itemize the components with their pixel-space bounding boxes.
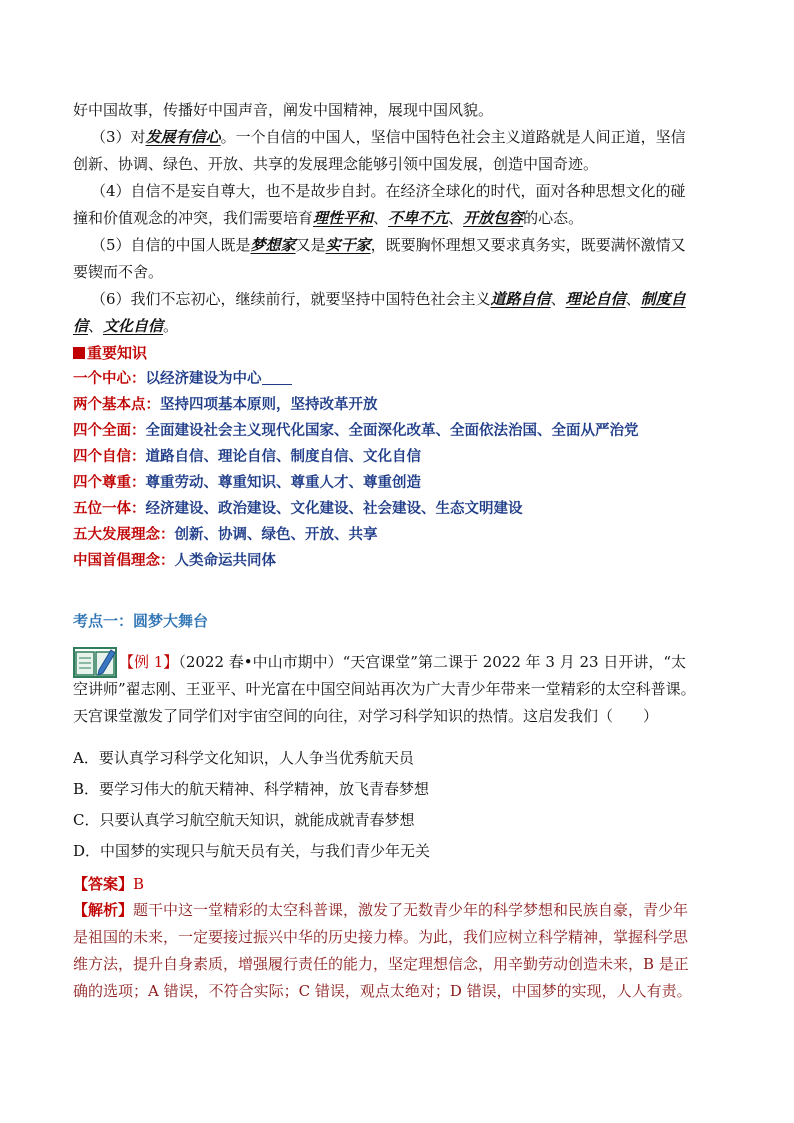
paragraph-5-cont: 要锲而不舍。: [73, 263, 164, 281]
paragraph-4: （4）自信不是妄自尊大，也不是故步自封。在经济全球化的时代，面对各种思想文化的碰: [91, 182, 686, 200]
key-phrase: 文化自信: [103, 317, 164, 335]
key-phrase: 发展有信心: [145, 128, 221, 146]
key-phrase: 信: [73, 317, 89, 335]
example-question-line: 天宫课堂激发了同学们对宇宙空间的向往，对学习科学知识的热情。这启发我们（ ）: [73, 707, 659, 725]
option-c: C．只要认真学习航空航天知识，就能成就青春梦想: [73, 811, 415, 829]
key-phrase: 实干家: [325, 236, 371, 254]
paragraph-line: 好中国故事，传播好中国声音，阐发中国精神，展现中国风貌。: [73, 101, 494, 119]
knowledge-item: 四个自信：道路自信、理论自信、制度自信、文化自信: [73, 448, 421, 465]
analysis-line: 维方法，提升自身素质，增强履行责任的能力，坚定理想信念，用辛勤劳动创造未来，B 是正: [73, 955, 689, 973]
key-phrase: 理性平和: [313, 209, 374, 227]
key-phrase: 开放包容: [463, 209, 524, 227]
key-phrase: 道路自信: [490, 290, 551, 308]
topic-heading: 考点一：圆梦大舞台: [73, 612, 209, 630]
knowledge-heading: 重要知识: [73, 340, 733, 366]
analysis-line: 【解析】题干中这一堂精彩的太空科普课，激发了无数青少年的科学梦想和民族自豪，青少年: [73, 901, 689, 919]
key-phrase: 制度自: [640, 290, 686, 308]
knowledge-item: 一个中心：以经济建设为中心: [73, 366, 733, 392]
analysis-line: 是祖国的未来，一定要接过振兴中华的历史接力棒。为此，我们应树立科学精神，掌握科学思: [73, 928, 689, 946]
knowledge-item: 四个尊重：尊重劳动、尊重知识、尊重人才、尊重创造: [73, 474, 421, 491]
analysis-line: 确的选项；A 错误，不符合实际；C 错误，观点太绝对；D 错误，中国梦的实现，人人有责。: [73, 982, 692, 1000]
example-question-line: 【例 1】（2022 春•中山市期中）“天宫课堂”第二课于 2022 年 3 月 23 日开讲，“太: [119, 653, 687, 671]
option-b: B．要学习伟大的航天精神、科学精神，放飞青春梦想: [73, 780, 430, 798]
paragraph-6: （6）我们不忘初心，继续前行，就要坚持中国特色社会主义道路自信、理论自信、制度自: [91, 290, 686, 308]
option-a: A．要认真学习科学文化知识，人人争当优秀航天员: [73, 749, 414, 767]
paragraph-3: （3）对发展有信心。一个自信的中国人，坚信中国特色社会主义道路就是人间正道，坚信: [91, 128, 686, 146]
key-phrase: 理论自信: [565, 290, 626, 308]
knowledge-item: 五位一体：经济建设、政治建设、文化建设、社会建设、生态文明建设: [73, 500, 523, 517]
option-d: D．中国梦的实现只与航天员有关，与我们青少年无关: [73, 842, 431, 860]
key-phrase: 不卑不亢: [388, 209, 449, 227]
paragraph-4-cont: 撞和价值观念的冲突，我们需要培育理性平和、不卑不亢、开放包容的心态。: [73, 209, 584, 227]
knowledge-item: 两个基本点：坚持四项基本原则，坚持改革开放: [73, 396, 378, 413]
key-phrase: 梦想家: [250, 236, 296, 254]
underline-blank: [262, 370, 292, 385]
knowledge-item: 四个全面：全面建设社会主义现代化国家、全面深化改革、全面依法治国、全面从严治党: [73, 422, 639, 439]
example-question-line: 空讲师”翟志刚、王亚平、叶光富在中国空间站再次为广大青少年带来一堂精彩的太空科普课。: [73, 680, 696, 698]
answer-line: 【答案】B: [73, 875, 145, 893]
paragraph-5: （5）自信的中国人既是梦想家又是实干家，既要胸怀理想又要求真务实，既要满怀激情又: [91, 236, 686, 254]
paragraph-3-cont: 创新、协调、绿色、开放、共享的发展理念能够引领中国发展，创造中国奇迹。: [73, 155, 599, 173]
knowledge-item: 五大发展理念：创新、协调、绿色、开放、共享: [73, 526, 378, 543]
book-pencil-icon: [73, 644, 117, 678]
square-bullet-icon: [73, 347, 85, 359]
paragraph-6-cont: 信、文化自信。: [73, 317, 179, 335]
knowledge-item: 中国首倡理念：人类命运共同体: [73, 552, 276, 569]
